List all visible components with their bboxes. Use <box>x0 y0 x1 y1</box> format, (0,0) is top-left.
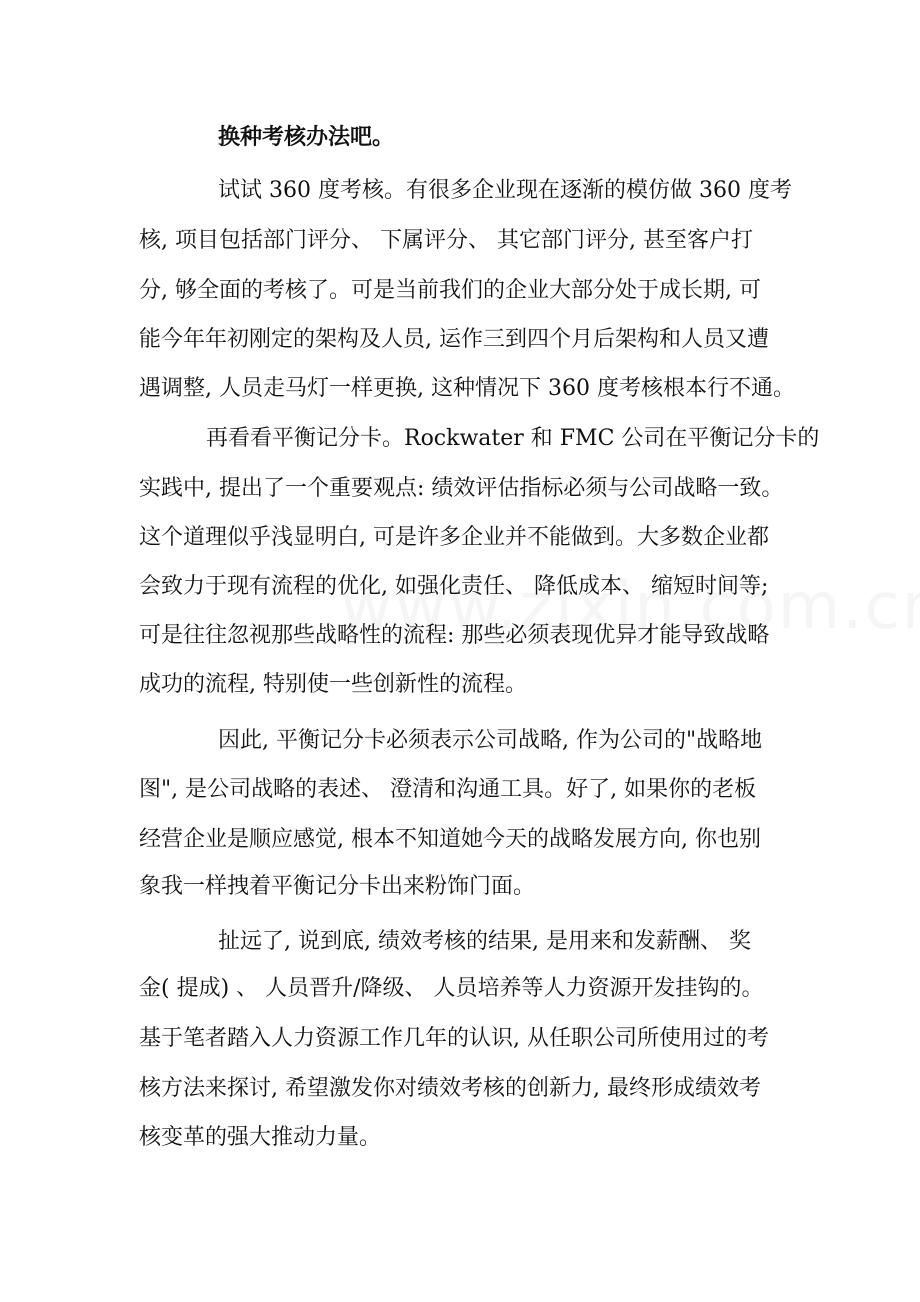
paragraph-4-line-1: 扯远了, 说到底, 绩效考核的结果, 是用来和发薪酬、 奖 <box>218 929 751 954</box>
paragraph-3-line-3: 经营企业是顺应感觉, 根本不知道她今天的战略发展方向, 你也别 <box>139 827 761 852</box>
paragraph-1-line-3: 分, 够全面的考核了。可是当前我们的企业大部分处于成长期, 可 <box>139 278 761 303</box>
paragraph-4-line-2: 金( 提成) 、 人员晋升/降级、 人员培养等人力资源开发挂钩的。 <box>139 976 764 1001</box>
paragraph-1-line-4: 能今年年初刚定的架构及人员, 运作三到四个月后架构和人员又遭 <box>139 327 769 352</box>
paragraph-2-line-1: 再看看平衡记分卡。Rockwater 和 FMC 公司在平衡记分卡的 <box>206 426 820 451</box>
paragraph-2-line-2: 实践中, 提出了一个重要观点: 绩效评估指标必须与公司战略一致。 <box>139 476 784 501</box>
paragraph-4-line-3: 基于笔者踏入人力资源工作几年的认识, 从任职公司所使用过的考 <box>139 1026 769 1051</box>
paragraph-1-line-1: 试试 360 度考核。有很多企业现在逐渐的模仿做 360 度考 <box>218 178 792 203</box>
paragraph-3-line-2: 图", 是公司战略的表述、 澄清和沟通工具。好了, 如果你的老板 <box>139 777 757 802</box>
section-heading: 换种考核办法吧。 <box>218 124 395 150</box>
paragraph-2-line-3: 这个道理似乎浅显明白, 可是许多企业并不能做到。大多数企业都 <box>139 525 769 550</box>
paragraph-2-line-6: 成功的流程, 特别使一些创新性的流程。 <box>139 672 527 697</box>
paragraph-3-line-1: 因此, 平衡记分卡必须表示公司战略, 作为公司的"战略地 <box>218 728 763 753</box>
paragraph-4-line-5: 核变革的强大推动力量。 <box>139 1125 382 1150</box>
paragraph-2-line-5: 可是往往忽视那些战略性的流程: 那些必须表现优异才能导致战略 <box>139 623 770 648</box>
paragraph-3-line-4: 象我一样拽着平衡记分卡出来粉饰门面。 <box>139 874 536 899</box>
paragraph-1-line-5: 遇调整, 人员走马灯一样更换, 这种情况下 360 度考核根本行不通。 <box>139 376 795 401</box>
paragraph-4-line-4: 核方法来探讨, 希望激发你对绩效考核的创新力, 最终形成绩效考 <box>139 1076 761 1101</box>
paragraph-2-line-4: 会致力于现有流程的优化, 如强化责任、 降低成本、 缩短时间等; <box>139 574 769 599</box>
paragraph-1-line-2: 核, 项目包括部门评分、 下属评分、 其它部门评分, 甚至客户打 <box>139 228 753 253</box>
